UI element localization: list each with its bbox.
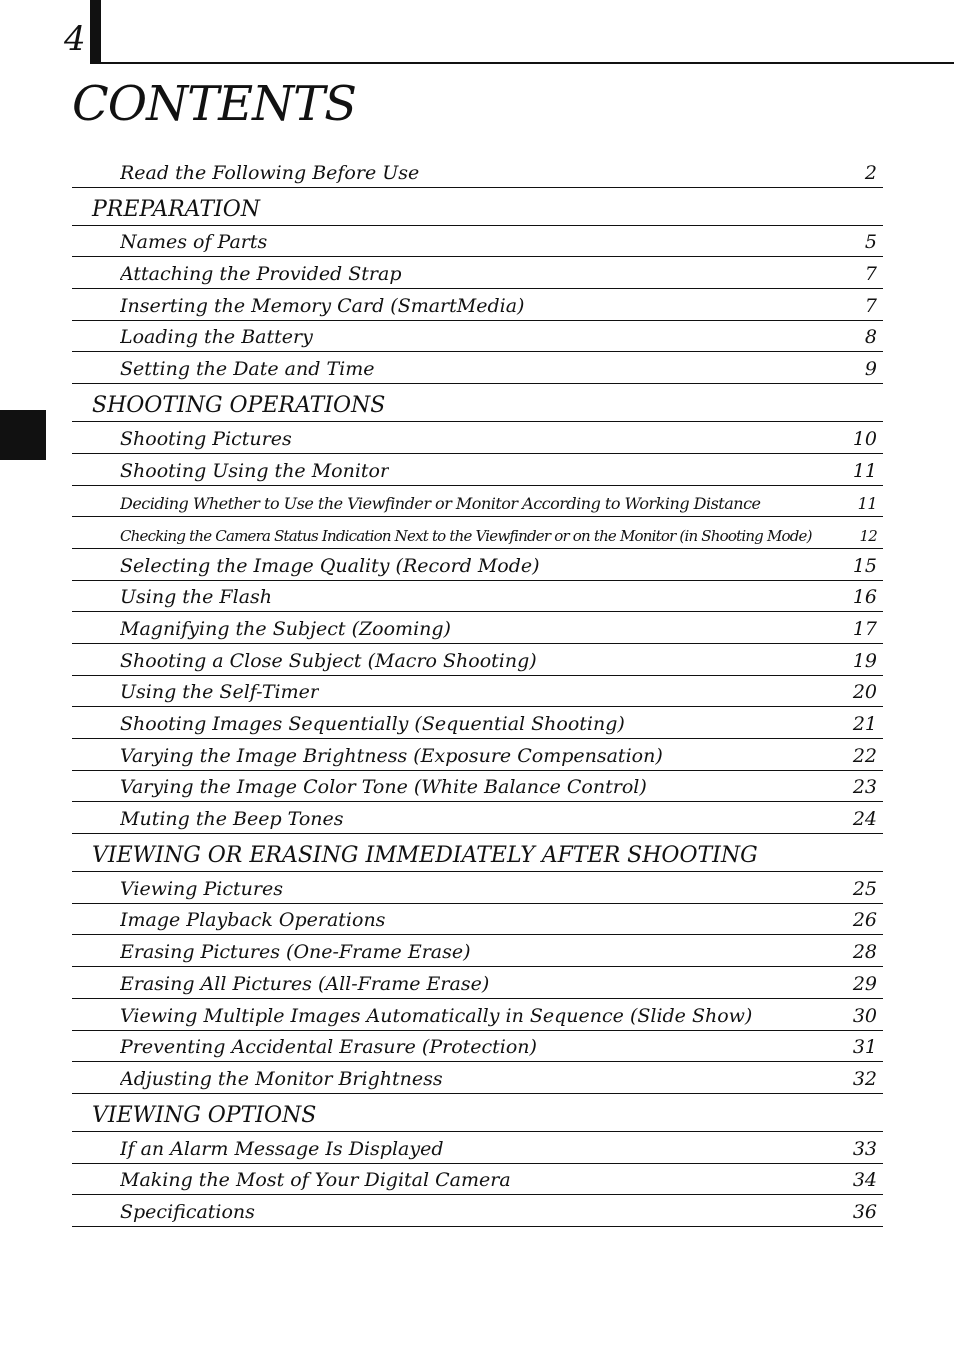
toc-entry-label: Viewing Multiple Images Automatically in Sequence (Slide Show) (120, 1004, 753, 1027)
toc-entry-label: Names of Parts (120, 231, 268, 254)
toc-entry-label: Magnifying the Subject (Zooming) (120, 617, 451, 640)
toc-entry-page: 15 (852, 554, 877, 577)
toc-entry-page: 26 (852, 909, 877, 932)
toc-entry-label: Varying the Image Brightness (Exposure Compensation) (120, 744, 663, 767)
toc-entry-page: 24 (852, 808, 877, 831)
toc-entry[interactable] (72, 517, 883, 549)
toc-entry-label: Checking the Camera Status Indication Next to the Viewfinder or on the Monitor (in Shooting Mode) (120, 526, 812, 545)
toc-entry-page: 25 (852, 877, 877, 900)
toc-entry[interactable] (72, 872, 883, 904)
toc-entry-label: Specifications (120, 1200, 255, 1223)
toc-entry-label: If an Alarm Message Is Displayed (120, 1137, 444, 1160)
toc-entry[interactable] (72, 257, 883, 289)
toc-section-heading[interactable]: VIEWING OPTIONS (72, 1094, 883, 1132)
side-tab-marker (0, 410, 46, 460)
toc-entry-page: 29 (852, 972, 877, 995)
toc-entry-page: 9 (864, 358, 877, 381)
page-title: CONTENTS (72, 76, 357, 132)
toc-entry-page: 7 (864, 263, 877, 286)
toc-entry-page: 28 (852, 941, 877, 964)
toc-entry-page: 2 (864, 161, 877, 184)
toc-entry-label: Erasing Pictures (One-Frame Erase) (120, 941, 471, 964)
toc-entry-page: 11 (857, 494, 877, 514)
toc-entry[interactable] (72, 935, 883, 967)
toc-entry[interactable] (72, 739, 883, 771)
toc-entry-page: 34 (852, 1169, 877, 1192)
toc-entry-page: 36 (852, 1200, 877, 1223)
toc-entry[interactable] (72, 904, 883, 936)
toc-entry-label: Attaching the Provided Strap (120, 263, 402, 286)
header-rule (90, 62, 954, 64)
toc-entry-page: 20 (852, 681, 877, 704)
toc-entry-label: Erasing All Pictures (All-Frame Erase) (120, 972, 490, 995)
toc-section-heading[interactable]: PREPARATION (72, 188, 883, 226)
toc-entry-page: 16 (852, 586, 877, 609)
toc-entry-page: 7 (864, 294, 877, 317)
toc-entry[interactable] (72, 1062, 883, 1094)
toc-entry[interactable] (72, 612, 883, 644)
toc-entry-page: 31 (852, 1036, 877, 1059)
toc-entry[interactable] (72, 1132, 883, 1164)
toc-entry-label: Deciding Whether to Use the Viewfinder or Monitor According to Working Distance (120, 494, 761, 514)
toc-entry[interactable] (72, 1195, 883, 1227)
toc-entry[interactable] (72, 1031, 883, 1063)
toc-entry[interactable] (72, 581, 883, 613)
toc-entry-label: Varying the Image Color Tone (White Balance Control) (120, 776, 647, 799)
toc-entry-label: Preventing Accidental Erasure (Protection) (120, 1036, 537, 1059)
toc-entry-page: 5 (864, 231, 877, 254)
toc-entry[interactable] (72, 999, 883, 1031)
toc-entry[interactable] (72, 1164, 883, 1196)
toc-entry-label: Shooting Pictures (120, 427, 292, 450)
toc-entry[interactable] (72, 676, 883, 708)
toc-entry-label: Shooting Images Sequentially (Sequential Shooting) (120, 713, 625, 735)
toc-entry-label: Using the Flash (120, 586, 273, 609)
toc-entry-label: Muting the Beep Tones (120, 808, 344, 831)
toc-entry[interactable] (72, 226, 883, 258)
toc-entry[interactable] (72, 454, 883, 486)
toc-entry[interactable] (72, 802, 883, 834)
toc-entry-page: 22 (852, 744, 877, 767)
toc-section-heading[interactable]: VIEWING OR ERASING IMMEDIATELY AFTER SHOOTING (72, 834, 883, 872)
toc-entry-label: Loading the Battery (120, 326, 313, 349)
table-of-contents (72, 156, 883, 1227)
toc-entry[interactable] (72, 707, 883, 739)
toc-entry-page: 21 (852, 713, 877, 735)
toc-entry-label: Read the Following Before Use (120, 161, 420, 184)
toc-entry-label: Adjusting the Monitor Brightness (120, 1067, 443, 1090)
toc-entry-page: 12 (859, 526, 877, 545)
toc-entry-label: Selecting the Image Quality (Record Mode) (120, 554, 540, 577)
toc-entry-page: 30 (852, 1004, 877, 1027)
toc-entry-page: 19 (852, 649, 877, 672)
header-bar (90, 0, 101, 64)
toc-entry[interactable] (72, 549, 883, 581)
toc-entry-intro[interactable] (72, 156, 883, 188)
toc-entry-label: Using the Self-Timer (120, 681, 319, 704)
toc-entry-page: 33 (852, 1137, 877, 1160)
toc-entry-label: Making the Most of Your Digital Camera (120, 1169, 511, 1192)
toc-entry[interactable] (72, 486, 883, 518)
toc-entry[interactable] (72, 967, 883, 999)
toc-entry[interactable] (72, 289, 883, 321)
toc-entry-page: 23 (852, 776, 877, 799)
toc-entry-page: 32 (852, 1067, 877, 1090)
toc-entry[interactable] (72, 771, 883, 803)
toc-entry-label: Shooting a Close Subject (Macro Shooting) (120, 649, 537, 672)
toc-entry-page: 11 (852, 459, 877, 482)
toc-entry-label: Setting the Date and Time (120, 358, 375, 381)
toc-entry[interactable] (72, 321, 883, 353)
toc-entry-label: Shooting Using the Monitor (120, 459, 390, 482)
toc-entry-label: Viewing Pictures (120, 877, 283, 900)
toc-entry-page: 8 (864, 326, 877, 349)
page-number: 4 (64, 19, 86, 59)
toc-entry[interactable] (72, 352, 883, 384)
toc-entry-page: 17 (852, 617, 877, 640)
toc-entry-label: Image Playback Operations (120, 909, 386, 932)
toc-section-heading[interactable]: SHOOTING OPERATIONS (72, 384, 883, 422)
toc-entry-page: 10 (852, 427, 877, 450)
toc-entry[interactable] (72, 644, 883, 676)
toc-entry[interactable] (72, 422, 883, 454)
toc-entry-label: Inserting the Memory Card (SmartMedia) (120, 294, 525, 317)
